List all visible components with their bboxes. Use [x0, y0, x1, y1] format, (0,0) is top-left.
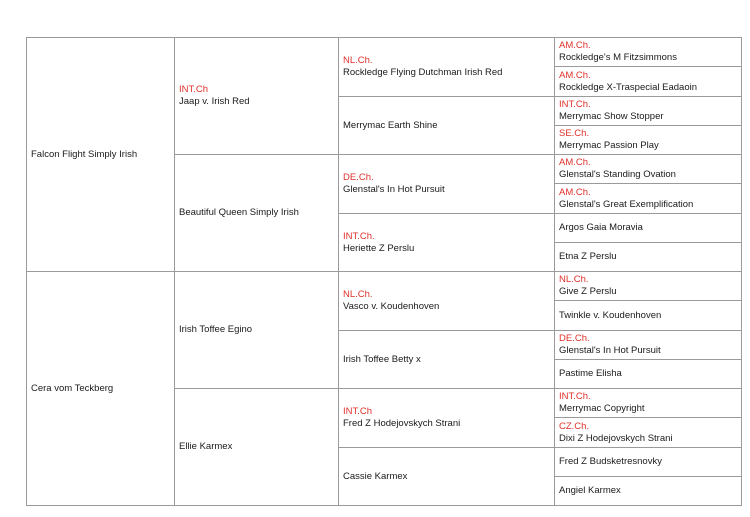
pedigree-cell-gen4: [554, 96, 742, 126]
dog-name: Jaap v. Irish Red: [179, 96, 250, 107]
dog-name: Cera vom Teckberg: [31, 382, 114, 394]
championship-title: AM.Ch.: [559, 186, 591, 198]
dog-name: Merrymac Earth Shine: [343, 119, 438, 131]
pedigree-cell-gen3: [338, 271, 555, 331]
pedigree-cell-gen4: [554, 183, 742, 214]
pedigree-cell-gen2: [174, 154, 339, 272]
dog-name: Give Z Perslu: [559, 286, 617, 297]
championship-title: INT.Ch.: [559, 99, 591, 110]
pedigree-cell-gen3: [338, 37, 555, 97]
dog-name: Fred Z Hodejovskych Strani: [343, 418, 461, 429]
dog-name: Merrymac Show Stopper: [559, 111, 664, 122]
dog-name: Beautiful Queen Simply Irish: [179, 207, 299, 218]
pedigree-cell-gen4: [554, 476, 742, 506]
pedigree-cell-gen3: [338, 96, 555, 155]
championship-title: NL.Ch.: [343, 55, 373, 66]
pedigree-cell-gen4: [554, 271, 742, 301]
championship-title: INT.Ch.: [343, 230, 375, 242]
dog-name: Rockledge Flying Dutchman Irish Red: [343, 67, 503, 78]
championship-title: DE.Ch.: [559, 333, 590, 344]
championship-title: AM.Ch.: [559, 69, 591, 81]
pedigree-table: [26, 37, 742, 505]
championship-title: INT.Ch: [343, 406, 373, 417]
dog-name: Glenstal's Standing Ovation: [559, 169, 676, 180]
pedigree-cell-gen2: [174, 388, 339, 506]
dog-name: Glenstal's In Hot Pursuit: [559, 345, 661, 356]
pedigree-cell-gen4: [554, 66, 742, 97]
pedigree-cell-gen4: [554, 154, 742, 184]
dog-name: Rockledge's M Fitzsimmons: [559, 52, 677, 63]
pedigree-cell-gen2: [174, 37, 339, 155]
championship-title: NL.Ch.: [559, 274, 589, 285]
pedigree-cell-gen4: [554, 213, 742, 243]
pedigree-cell-gen4: [554, 300, 742, 331]
dog-name: Glenstal's Great Exemplification: [559, 198, 694, 210]
dog-name: Rockledge X-Traspecial Eadaoin: [559, 81, 698, 93]
dog-name: Fred Z Budsketresnovky: [559, 456, 662, 467]
championship-title: AM.Ch.: [559, 157, 591, 168]
pedigree-cell-gen1: [26, 37, 175, 272]
dog-name: Irish Toffee Betty x: [343, 353, 421, 365]
pedigree-cell-gen1: [26, 271, 175, 506]
pedigree-cell-gen3: [338, 388, 555, 448]
pedigree-cell-gen4: [554, 330, 742, 360]
pedigree-cell-gen2: [174, 271, 339, 389]
dog-name: Heriette Z Perslu: [343, 242, 415, 254]
pedigree-cell-gen4: [554, 125, 742, 155]
dog-name: Irish Toffee Egino: [179, 324, 253, 335]
dog-name: Dixi Z Hodejovskych Strani: [559, 432, 673, 444]
dog-name: Etna Z Perslu: [559, 251, 617, 262]
dog-name: Argos Gaia Moravia: [559, 222, 643, 233]
dog-name: Angiel Karmex: [559, 485, 621, 496]
championship-title: CZ.Ch.: [559, 420, 590, 432]
dog-name: Merrymac Copyright: [559, 403, 645, 414]
pedigree-cell-gen3: [338, 330, 555, 389]
pedigree-cell-gen3: [338, 154, 555, 214]
dog-name: Ellie Karmex: [179, 441, 233, 452]
pedigree-cell-gen4: [554, 447, 742, 477]
dog-name: Glenstal's In Hot Pursuit: [343, 184, 445, 195]
championship-title: DE.Ch.: [343, 172, 374, 183]
dog-name: Cassie Karmex: [343, 470, 408, 482]
championship-title: INT.Ch: [179, 84, 209, 95]
pedigree-cell-gen3: [338, 213, 555, 272]
dog-name: Merrymac Passion Play: [559, 140, 659, 151]
championship-title: INT.Ch.: [559, 391, 591, 402]
pedigree-cell-gen4: [554, 242, 742, 272]
championship-title: AM.Ch.: [559, 40, 591, 51]
dog-name: Twinkle v. Koudenhoven: [559, 309, 662, 321]
championship-title: SE.Ch.: [559, 128, 590, 139]
dog-name: Falcon Flight Simply Irish: [31, 148, 138, 160]
pedigree-cell-gen3: [338, 447, 555, 506]
dog-name: Pastime Elisha: [559, 368, 622, 379]
pedigree-cell-gen4: [554, 417, 742, 448]
pedigree-cell-gen4: [554, 388, 742, 418]
championship-title: NL.Ch.: [343, 289, 373, 300]
pedigree-cell-gen4: [554, 359, 742, 389]
pedigree-cell-gen4: [554, 37, 742, 67]
dog-name: Vasco v. Koudenhoven: [343, 301, 440, 312]
